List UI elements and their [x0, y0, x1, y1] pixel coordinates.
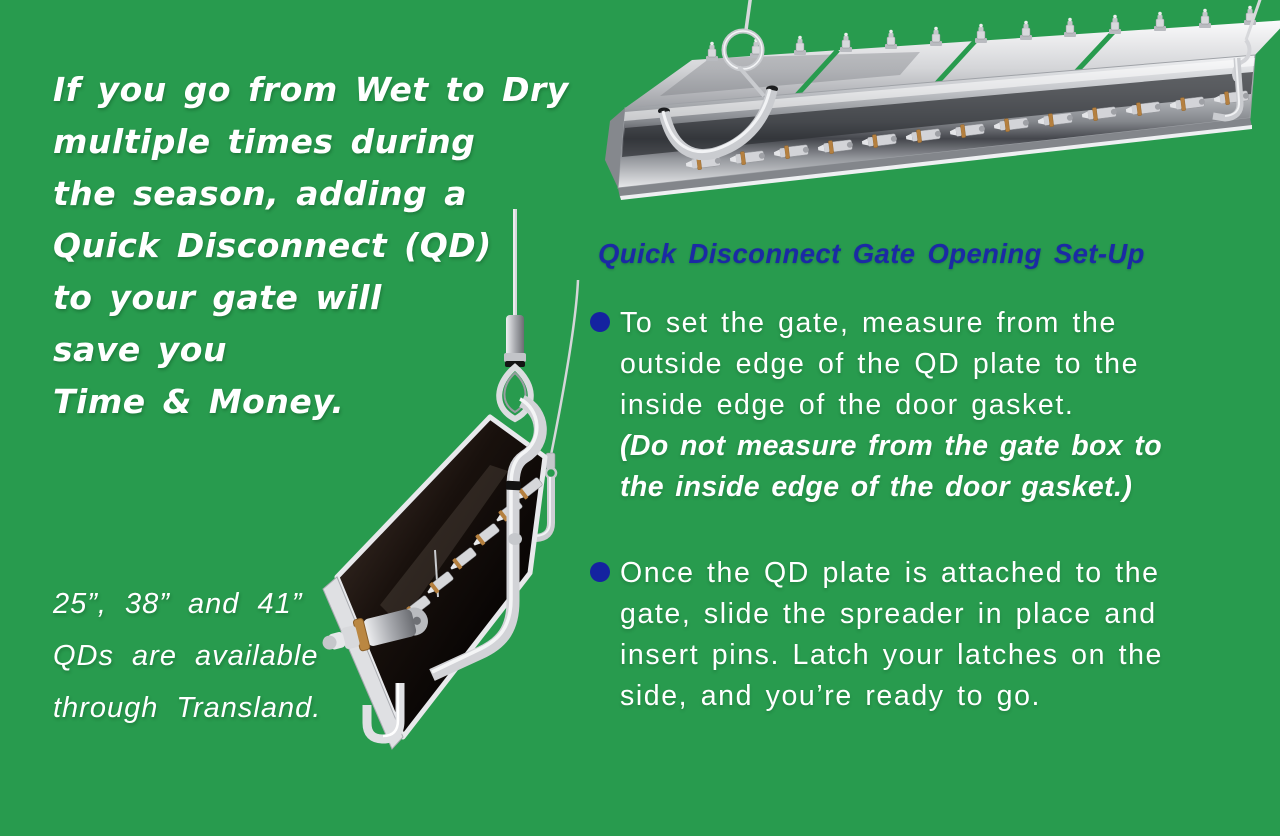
swage-fitting [504, 315, 526, 367]
bullet-body: To set the gate, measure from the outside edge of the QD plate to the inside edge of the door gasket. [620, 307, 1140, 421]
bullet-dot-icon [590, 312, 610, 332]
bullet-text [620, 303, 1185, 508]
setup-heading: Quick Disconnect Gate Opening Set-Up [598, 238, 1145, 269]
bullet-note: (Do not measure from the gate box to the inside edge of the door gasket.) [620, 430, 1163, 503]
intro-line: the season, adding a [53, 174, 467, 213]
main-hanging-cable [514, 209, 515, 317]
setup-instructions [590, 237, 1230, 762]
bullet-dot-icon [590, 562, 610, 582]
qd-plate-3d-render [310, 205, 610, 750]
availability-line: through Transland. [53, 692, 322, 724]
availability-line: 25”, 38” and 41” [53, 588, 303, 620]
bullet-body: Once the QD plate is attached to the gate, slide the spreader in place and insert pins. Latch your latches on the side, and you’re ready to go. [620, 557, 1163, 712]
intro-line: If you go from Wet to Dry [53, 70, 569, 109]
intro-line: save you [53, 330, 227, 369]
thin-guy-cable [546, 280, 578, 478]
setup-bullet-1 [590, 303, 1230, 508]
qd-plate-image [310, 205, 610, 750]
spreader-bar-image [600, 0, 1280, 225]
intro-line: Quick Disconnect (QD) [53, 226, 492, 265]
setup-bullet-2 [590, 553, 1230, 717]
intro-line: Time & Money. [53, 382, 345, 421]
bullet-text [620, 553, 1185, 717]
intro-line: multiple times during [53, 122, 476, 161]
intro-line: to your gate will [53, 278, 382, 317]
spreader-bar-3d-render [600, 0, 1280, 225]
availability-line: QDs are available [53, 640, 319, 672]
